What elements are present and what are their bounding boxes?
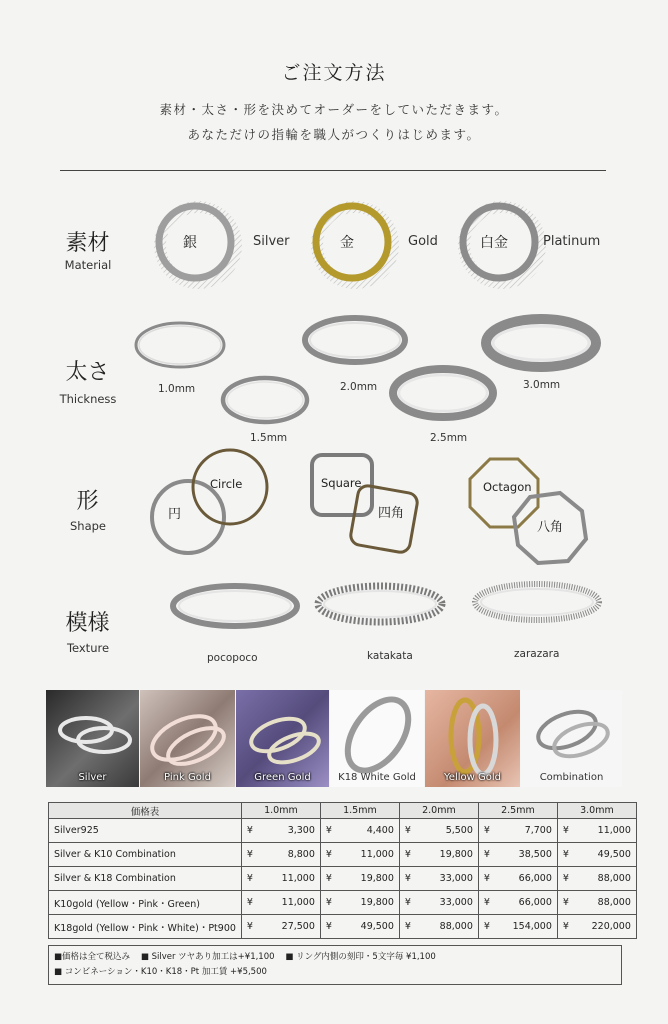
table-row (49, 915, 637, 939)
price-cell (320, 867, 399, 891)
page-title: ご注文方法 (281, 62, 387, 84)
price-value: 3,300 (287, 825, 315, 836)
price-value: 88,000 (597, 873, 631, 884)
table-row (49, 891, 637, 915)
price-value: 154,000 (512, 921, 552, 932)
row-label: K18gold (Yellow・Pink・White)・Pt900 (49, 915, 242, 939)
price-cell (399, 891, 478, 915)
price-value: 88,000 (439, 921, 473, 932)
photo-pink-gold (140, 690, 235, 787)
price-cell (320, 915, 399, 939)
texture-zarazara: zarazara (514, 648, 560, 660)
texture-rings (165, 578, 615, 648)
thickness-label-1-0: 1.0mm (158, 383, 196, 395)
currency-symbol: ¥ (325, 873, 332, 884)
thickness-heading-en: Thickness (59, 392, 117, 406)
ring-1-5mm-icon (223, 378, 307, 422)
shape-square-jp: 四角 (378, 506, 405, 521)
photo-combination (521, 690, 622, 787)
price-value: 38,500 (518, 849, 552, 860)
silver-ring-icon (159, 206, 236, 283)
shape-circle-en: Circle (210, 477, 243, 491)
price-value: 7,700 (524, 825, 552, 836)
photo-caption-silver: Silver (78, 772, 107, 783)
shape-square-en: Square (321, 476, 362, 490)
ring-3mm-icon (486, 319, 596, 367)
intro-line-1: 素材・太さ・形を決めてオーダーをしていただきます。 (159, 102, 509, 117)
thickness-label-3-0: 3.0mm (523, 379, 561, 391)
table-row (49, 843, 637, 867)
price-value: 11,000 (281, 873, 315, 884)
currency-symbol: ¥ (483, 873, 490, 884)
material-platinum-jp: 白金 (480, 235, 508, 251)
header-price-list: 価格表 (49, 803, 242, 819)
table-row (49, 819, 637, 843)
price-cell (399, 915, 478, 939)
currency-symbol: ¥ (325, 921, 332, 932)
photo-caption-pink-gold: Pink Gold (164, 772, 211, 783)
texture-heading-jp: 模様 (65, 611, 110, 636)
note-tax: ■価格は全て税込み (54, 952, 131, 962)
currency-symbol: ¥ (246, 921, 253, 932)
currency-symbol: ¥ (325, 897, 332, 908)
thickness-label-2-0: 2.0mm (340, 381, 378, 393)
price-cell (241, 819, 320, 843)
material-platinum-en: Platinum (543, 234, 601, 249)
note-silver-gloss: ■ Silver ツヤあり加工は+¥1,100 (140, 952, 275, 962)
row-label: Silver & K18 Combination (49, 867, 242, 891)
texture-pocopoco: pocopoco (207, 652, 258, 664)
ring-2mm-icon (305, 318, 405, 362)
price-cell (557, 891, 636, 915)
price-table (48, 802, 637, 939)
price-value: 49,500 (597, 849, 631, 860)
shape-octagon-en: Octagon (483, 480, 532, 494)
currency-symbol: ¥ (246, 897, 253, 908)
thickness-rings (125, 305, 615, 445)
header-3-0mm: 3.0mm (557, 803, 636, 819)
material-silver-en: Silver (253, 234, 290, 249)
shape-octagon-jp: 八角 (537, 520, 564, 535)
katakata-ring-icon (318, 586, 442, 622)
price-value: 33,000 (439, 873, 473, 884)
currency-symbol: ¥ (562, 897, 569, 908)
pocopoco-ring-icon (173, 586, 297, 626)
shape-heading-en: Shape (69, 519, 106, 533)
price-cell (320, 843, 399, 867)
photo-caption-k18-white-gold: K18 White Gold (338, 772, 416, 783)
material-heading-en: Material (64, 258, 112, 272)
ring-2-5mm-icon (393, 369, 493, 417)
currency-symbol: ¥ (246, 825, 253, 836)
shape-circle-jp: 円 (168, 507, 182, 522)
thickness-label-2-5: 2.5mm (430, 432, 468, 444)
material-silver-jp: 銀 (183, 235, 197, 251)
price-cell (320, 891, 399, 915)
row-label: Silver925 (49, 819, 242, 843)
header-1-5mm: 1.5mm (320, 803, 399, 819)
price-value: 19,800 (439, 849, 473, 860)
currency-symbol: ¥ (404, 825, 411, 836)
photo-silver (46, 690, 139, 787)
header-2-5mm: 2.5mm (478, 803, 557, 819)
material-gold-en: Gold (408, 234, 438, 249)
price-cell (557, 867, 636, 891)
circle-ring-icon (152, 450, 267, 553)
currency-symbol: ¥ (562, 825, 569, 836)
photo-caption-combination: Combination (539, 772, 604, 783)
price-cell (241, 915, 320, 939)
currency-symbol: ¥ (483, 921, 490, 932)
currency-symbol: ¥ (404, 849, 411, 860)
price-cell (478, 915, 557, 939)
price-cell (241, 843, 320, 867)
price-cell (557, 915, 636, 939)
intro-line-2: あなただけの指輪を職人がつくりはじめます。 (187, 127, 481, 142)
material-heading-jp: 素材 (65, 231, 110, 256)
currency-symbol: ¥ (562, 921, 569, 932)
thickness-label-1-5: 1.5mm (250, 432, 288, 444)
currency-symbol: ¥ (246, 849, 253, 860)
currency-symbol: ¥ (483, 897, 490, 908)
divider (60, 170, 606, 171)
currency-symbol: ¥ (562, 849, 569, 860)
currency-symbol: ¥ (325, 849, 332, 860)
price-cell (399, 819, 478, 843)
price-value: 5,500 (445, 825, 473, 836)
thickness-heading-jp: 太さ (65, 360, 110, 385)
price-cell (557, 819, 636, 843)
price-value: 220,000 (591, 921, 631, 932)
price-cell (478, 891, 557, 915)
price-value: 88,000 (597, 897, 631, 908)
price-value: 19,800 (360, 873, 394, 884)
header-2-0mm: 2.0mm (399, 803, 478, 819)
price-cell (478, 843, 557, 867)
price-value: 27,500 (281, 921, 315, 932)
price-value: 19,800 (360, 897, 394, 908)
notes-box (48, 945, 622, 985)
currency-symbol: ¥ (246, 873, 253, 884)
price-cell (478, 819, 557, 843)
price-value: 11,000 (597, 825, 631, 836)
material-rings (150, 195, 610, 295)
currency-symbol: ¥ (325, 825, 332, 836)
price-cell (399, 843, 478, 867)
gold-ring-icon (316, 206, 393, 283)
zarazara-ring-icon (475, 584, 599, 620)
currency-symbol: ¥ (404, 897, 411, 908)
photo-green-gold (236, 690, 329, 787)
header-1-0mm: 1.0mm (241, 803, 320, 819)
price-value: 4,400 (366, 825, 394, 836)
price-value: 8,800 (287, 849, 315, 860)
price-value: 66,000 (518, 873, 552, 884)
price-cell (478, 867, 557, 891)
octagon-ring-icon (470, 459, 586, 563)
row-label: Silver & K10 Combination (49, 843, 242, 867)
currency-symbol: ¥ (562, 873, 569, 884)
material-gold-jp: 金 (340, 235, 354, 251)
table-row (49, 867, 637, 891)
price-cell (320, 819, 399, 843)
texture-katakata: katakata (367, 650, 413, 662)
price-value: 49,500 (360, 921, 394, 932)
row-label: K10gold (Yellow・Pink・Green) (49, 891, 242, 915)
photo-k18-white-gold (330, 690, 424, 787)
price-cell (557, 843, 636, 867)
currency-symbol: ¥ (483, 849, 490, 860)
texture-heading-en: Texture (66, 641, 110, 655)
photo-caption-yellow-gold: Yellow Gold (444, 772, 501, 783)
price-table-header (49, 803, 637, 819)
shape-heading-jp: 形 (76, 489, 99, 514)
note-engraving: ■ リング内側の刻印・5文字毎 ¥1,100 (285, 952, 436, 962)
price-value: 11,000 (360, 849, 394, 860)
price-value: 11,000 (281, 897, 315, 908)
price-cell (399, 867, 478, 891)
price-value: 66,000 (518, 897, 552, 908)
currency-symbol: ¥ (483, 825, 490, 836)
price-cell (241, 891, 320, 915)
note-combination: ■ コンビネーション・K10・K18・Pt 加工賃 +¥5,500 (54, 967, 267, 977)
photo-yellow-gold (425, 690, 520, 787)
currency-symbol: ¥ (404, 921, 411, 932)
photo-caption-green-gold: Green Gold (254, 772, 311, 783)
ring-1mm-icon (136, 323, 224, 367)
price-cell (241, 867, 320, 891)
currency-symbol: ¥ (404, 873, 411, 884)
price-value: 33,000 (439, 897, 473, 908)
